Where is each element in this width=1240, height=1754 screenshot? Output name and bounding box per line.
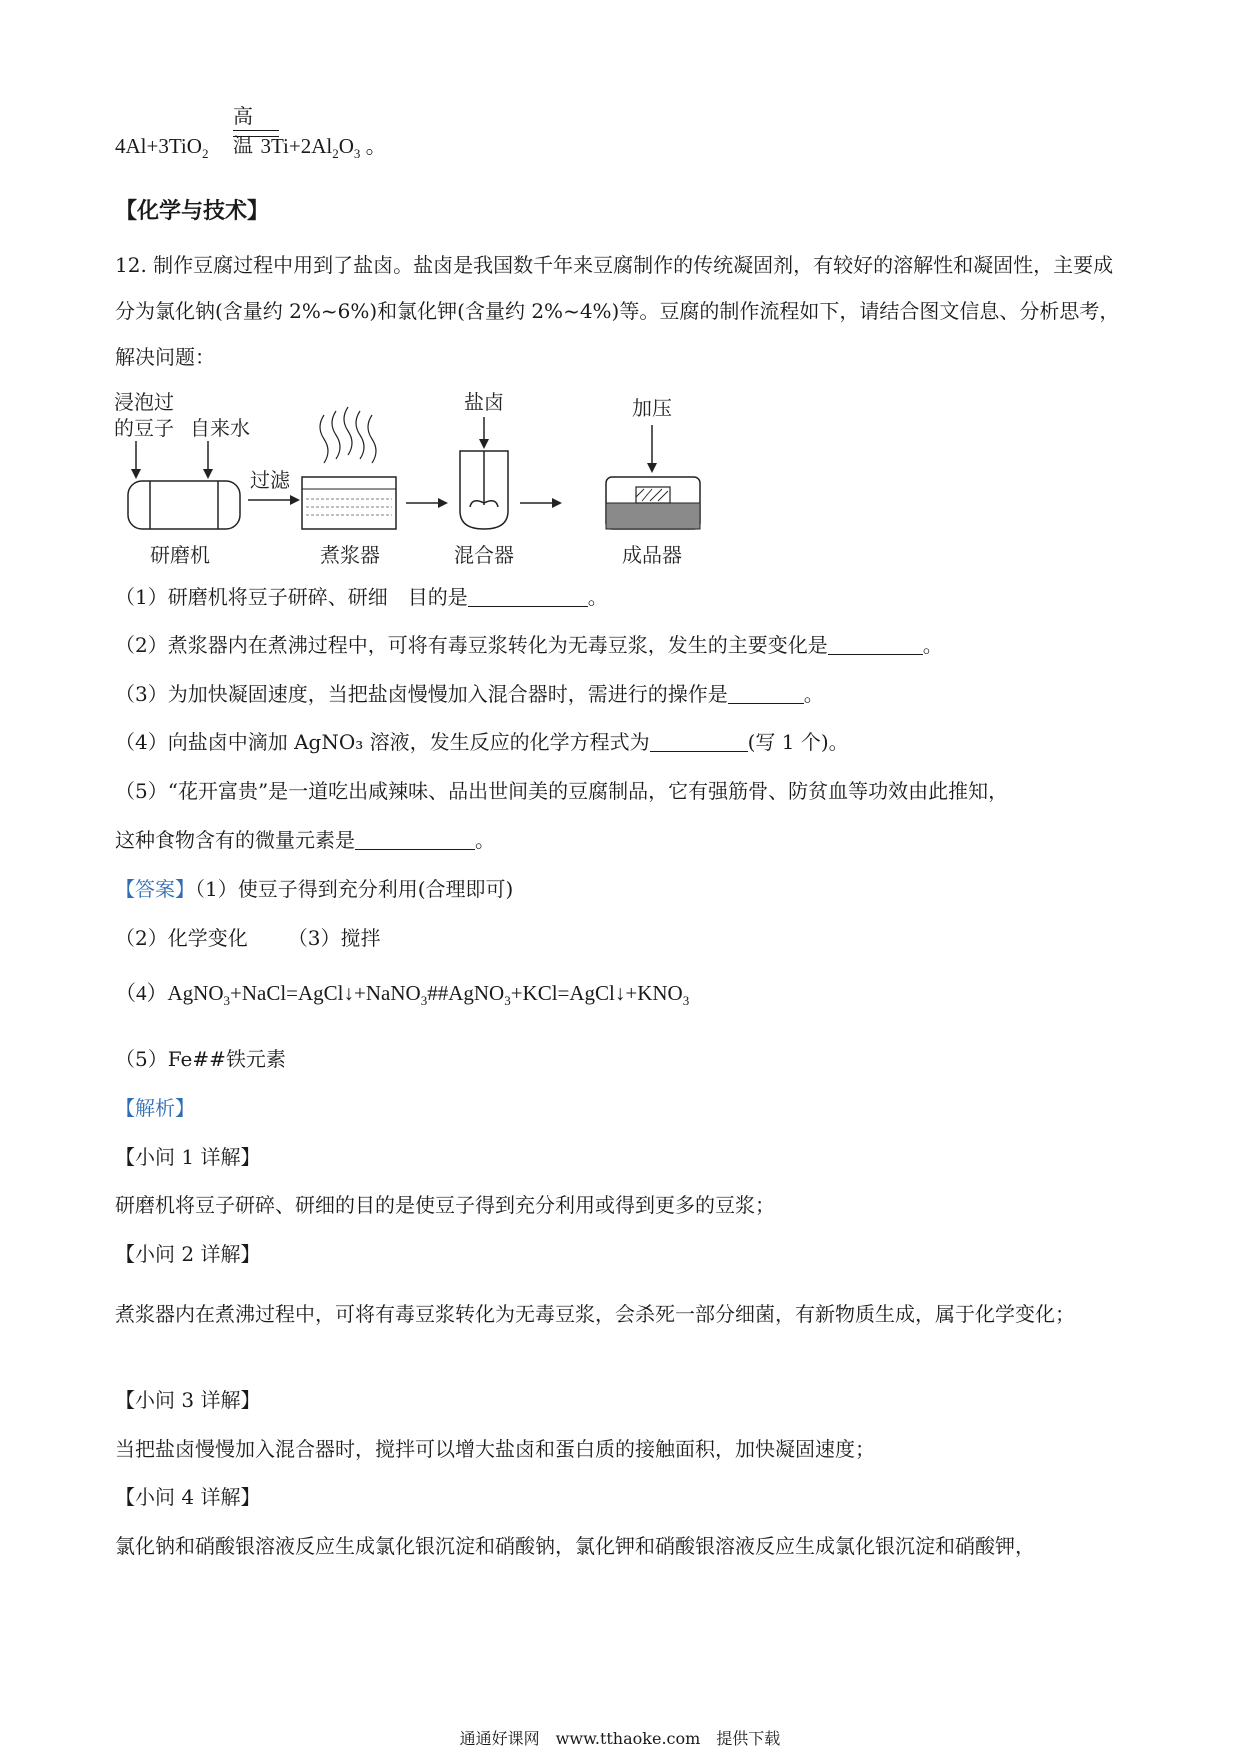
answer-line-4: $(4)AgNO_3+NaCl=AgCl↓+NaNO_3\#\#AgNO_3+KCl=AgCl↓+KNO_3$ [115, 981, 690, 1008]
page-footer: 通通好课网 www.tthaoke.com 提供下载 [459, 1729, 781, 1748]
eq-reactants: 4Al+3TiO [115, 134, 202, 158]
label-filter: 过滤 [250, 468, 290, 492]
eq-sub: 2 [201, 146, 209, 161]
diagram-label-soaked-1: 浸泡过 [114, 390, 174, 414]
eq-sub: 3 [353, 146, 361, 161]
reaction-condition: 高温 [233, 106, 253, 157]
label-mixer: 混合器 [454, 543, 514, 567]
boiler-shape [302, 477, 396, 529]
answer-blank[interactable] [355, 829, 475, 850]
analysis-q4-text: 氯化钠和硝酸银溶液反应生成氯化银沉淀和硝酸钠，氯化钾和硝酸银溶液反应生成氯化银沉淀和硝酸钾， [115, 1534, 1035, 1558]
diagram-label-water: 自来水 [190, 416, 250, 440]
label-boiler: 煮浆器 [320, 543, 380, 567]
eq-end: 。 [360, 134, 387, 158]
label-grinder: 研磨机 [150, 543, 210, 567]
analysis-q3-text: 当把盐卤慢慢加入混合器时，搅拌可以增大盐卤和蛋白质的接触面积，加快凝固速度； [115, 1437, 875, 1461]
analysis-q1-title: 【小问 1 详解】 [115, 1145, 261, 1169]
analysis-q4-title: 【小问 4 详解】 [115, 1485, 261, 1509]
question-text: 制作豆腐过程中用到了盐卤。盐卤是我国数千年来豆腐制作的传统凝固剂，有较好的溶解性和凝固性，主要成分为氯化钠(含量约 2%~6%)和氯化钾(含量约 2%~4%)等。豆腐的制作流程如下，请结合图文信息、分析思考，解决问题： [115, 253, 1120, 369]
answer-line-1: 【答案】（1）使豆子得到充分利用(合理即可) [115, 877, 514, 901]
answer-blank[interactable] [650, 731, 748, 752]
question-number: 12. [115, 253, 147, 277]
diagram-label-soaked-2: 的豆子 [114, 416, 174, 440]
eq-product: 3Ti+2Al [260, 134, 333, 158]
analysis-q2-text: 煮浆器内在煮沸过程中，可将有毒豆浆转化为无毒豆浆，会杀死一部分细菌，有新物质生成，属于化学变化； [115, 1302, 1075, 1326]
label-product: 成品器 [622, 543, 682, 567]
sub-question-4: （4）向盐卤中滴加 AgNO₃ 溶液，发生反应的化学方程式为 (写 1 个)。 [115, 730, 849, 754]
answer-blank[interactable] [728, 683, 804, 704]
section-title: 【化学与技术】 [115, 198, 270, 224]
sub-question-3: （3）为加快凝固速度，当把盐卤慢慢加入混合器时，需进行的操作是 。 [115, 682, 824, 706]
answer-blank[interactable] [828, 634, 923, 655]
sub-question-5: （5）“花开富贵”是一道吃出咸辣味、品出世间美的豆腐制品，它有强筋骨、防贫血等功效由此推知， [115, 779, 1009, 803]
analysis-q3-title: 【小问 3 详解】 [115, 1388, 261, 1412]
tofu-process-diagram [110, 385, 710, 570]
sub-question-2: （2）煮浆器内在煮沸过程中，可将有毒豆浆转化为无毒豆浆，发生的主要变化是 。 [115, 633, 943, 657]
grinder-shape [128, 481, 240, 529]
answer-line-2: （2）化学变化 （3）搅拌 [115, 926, 381, 950]
answer-line-5: （5）Fe##铁元素 [115, 1047, 286, 1071]
label-press: 加压 [632, 396, 672, 420]
sub-question-5-cont: 这种食物含有的微量元素是 。 [115, 828, 495, 852]
eq-product-o: O [338, 134, 354, 158]
analysis-q2-title: 【小问 2 详解】 [115, 1242, 261, 1266]
analysis-q1-text: 研磨机将豆子研碎、研细的目的是使豆子得到充分利用或得到更多的豆浆； [115, 1193, 775, 1217]
question-stem [115, 242, 1125, 380]
sub-question-1: （1）研磨机将豆子研碎、研细 目的是 。 [115, 585, 608, 609]
eq-sub: 2 [332, 146, 339, 161]
answer-tag: 【答案】 [115, 877, 195, 901]
steam-icon [320, 407, 376, 463]
answer-blank[interactable] [468, 586, 588, 607]
label-salt: 盐卤 [464, 390, 504, 414]
analysis-tag: 【解析】 [115, 1096, 195, 1120]
